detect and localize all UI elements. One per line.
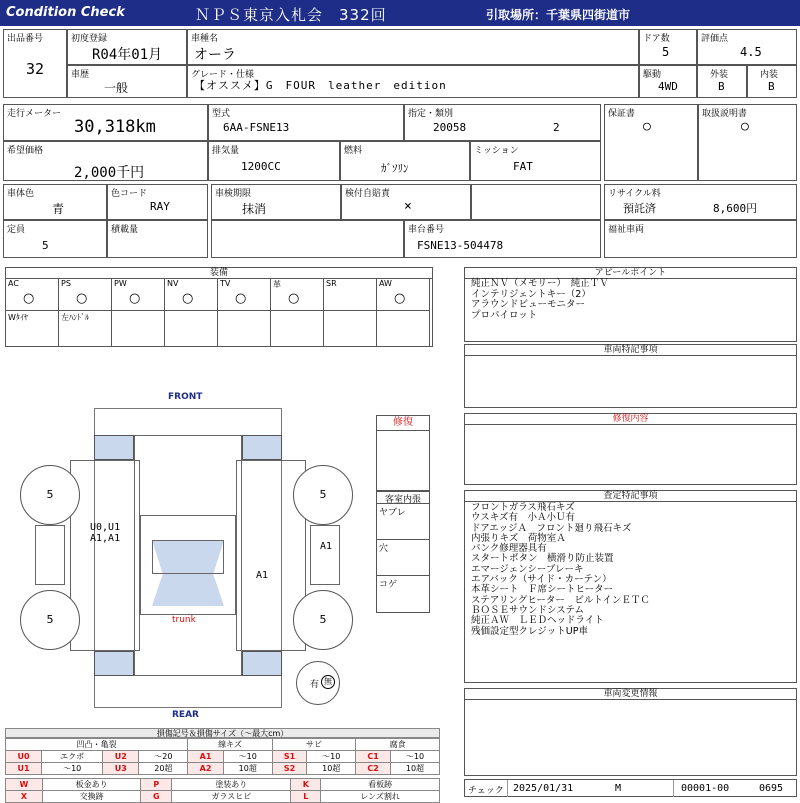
repair-content-title: 修復内容 xyxy=(465,414,796,425)
legend-cell: U2 xyxy=(103,751,139,763)
equipment-cell-6 xyxy=(324,279,377,311)
form-title: Condition Check xyxy=(6,5,125,20)
legend-cell: レンズ割れ xyxy=(321,791,440,803)
equipment-cell-2-6 xyxy=(324,311,377,346)
inspection-notes-lines xyxy=(471,503,650,637)
equipment-cell-4 xyxy=(218,279,271,311)
inspection-label: 車検期限 xyxy=(215,189,252,199)
check-mark: M xyxy=(615,783,622,794)
mileage: 30,318km xyxy=(74,117,156,137)
welfare-label: 福祉車両 xyxy=(608,225,645,235)
equipment-cell-2-0 xyxy=(6,311,59,346)
legend-table xyxy=(5,738,440,775)
equipment-cell-2-7 xyxy=(377,311,430,346)
equipment-cell-1 xyxy=(59,279,112,311)
trunk-label: trunk xyxy=(172,615,196,625)
inspection-note-line: 内張りキズ 荷物室Ａ xyxy=(471,532,566,544)
cabin-item-tear: ヤブレ xyxy=(379,508,406,518)
legend-cell: 〜10 xyxy=(307,751,356,763)
legend-cell: 塗装あり xyxy=(172,779,291,791)
first-registration-label: 初度登録 xyxy=(71,34,108,44)
tire-rear-right xyxy=(293,590,353,650)
equipment-cell-2-1 xyxy=(59,311,112,346)
legend-cell: W xyxy=(6,779,43,791)
body-color-label: 車体色 xyxy=(7,189,35,199)
insurance-label: 検付自賠責 xyxy=(345,189,391,199)
check-label: チェック xyxy=(468,786,504,796)
doors-label: ドア数 xyxy=(643,34,670,44)
recycle-amount: 8,600円 xyxy=(713,202,758,215)
left-damage-marks: U0,U1 A1,A1 xyxy=(90,522,121,544)
grade-label: グレード・仕様 xyxy=(191,70,255,80)
equipment-mark: ○ xyxy=(288,291,300,306)
blank-box xyxy=(471,184,601,220)
model-box xyxy=(208,104,404,141)
interior-grade: B xyxy=(768,80,775,93)
lot-number: 32 xyxy=(26,60,45,78)
history-label: 車歴 xyxy=(71,70,90,80)
designation-label: 指定・類別 xyxy=(408,109,454,119)
model-label: 型式 xyxy=(212,109,231,119)
equipment-item: 左ﾊﾝﾄﾞﾙ xyxy=(61,313,89,322)
legend-cell: ガラスヒビ xyxy=(172,791,291,803)
appeal-lines xyxy=(471,279,609,321)
designation-box xyxy=(404,104,601,141)
color-code: RAY xyxy=(150,200,170,213)
legend-cell: 看板跡 xyxy=(321,779,440,791)
manual-box xyxy=(698,104,797,181)
repair-label: 修復 xyxy=(377,416,429,431)
load-label: 積載量 xyxy=(111,225,139,235)
equipment-cell-3 xyxy=(165,279,218,311)
interior-label: 内装 xyxy=(760,70,779,80)
load-box xyxy=(107,220,208,258)
legend-cell: 〜10 xyxy=(223,751,272,763)
car-name: オーラ xyxy=(194,47,236,63)
legend-cell: P xyxy=(141,779,172,791)
history-box xyxy=(67,65,187,98)
front-left-light xyxy=(94,435,134,460)
equipment-code: AW xyxy=(379,279,392,288)
special-panel xyxy=(464,344,797,408)
inspection-note-line: フロントガラス飛石キズ xyxy=(471,502,575,513)
right-door-damage-mark: A1 xyxy=(320,541,333,552)
fuel-box xyxy=(340,141,470,181)
lot-number-box xyxy=(3,29,67,98)
legend-table-2 xyxy=(5,778,440,803)
equipment-item: Wﾀｲﾔ xyxy=(8,313,28,322)
left-mirror xyxy=(35,525,65,585)
spare-none: 無 xyxy=(321,675,335,689)
equipment-mark: ○ xyxy=(235,291,247,306)
tire-front-right-value: 5 xyxy=(319,488,327,501)
check-code-2: 0695 xyxy=(759,783,784,794)
legend-cell: エクボ xyxy=(42,751,103,763)
chassis-box xyxy=(404,220,601,258)
displacement-label: 排気量 xyxy=(212,146,240,156)
drive-label: 駆動 xyxy=(643,70,662,80)
appeal-title: アピールポイント xyxy=(465,268,796,279)
special-title: 車両特記事項 xyxy=(465,345,796,356)
equipment-mark: ○ xyxy=(129,291,141,306)
legend-cell: 10超 xyxy=(390,763,439,775)
inspection-box xyxy=(211,184,341,220)
legend-head-scratch: 線キズ xyxy=(188,739,272,751)
inspection-note-line: ウスキズ有 小Ａ小Ｕ有 xyxy=(471,512,576,524)
inspection-note-line: 残価設定型クレジットUP車 xyxy=(471,625,588,637)
rear-window xyxy=(152,574,224,606)
equipment-cell-7 xyxy=(377,279,430,311)
appeal-line: 純正ＮＶ（メモリー） 純正ＴＶ xyxy=(471,278,609,289)
tire-rear-left xyxy=(20,590,80,650)
left-side xyxy=(70,460,140,651)
inspection-note-line: ＢＯＳＥサウンドシステム xyxy=(471,604,585,616)
recycle-label: リサイクル料 xyxy=(608,189,661,199)
recycle-status: 預託済 xyxy=(623,202,656,215)
fuel-label: 燃料 xyxy=(344,146,363,156)
interior-box xyxy=(747,65,797,98)
color-code-label: 色コード xyxy=(111,189,148,199)
legend-cell: C2 xyxy=(356,763,391,775)
damage-legend xyxy=(5,728,440,803)
mileage-box xyxy=(3,104,208,141)
front-right-light xyxy=(242,435,282,460)
doors: 5 xyxy=(662,45,670,59)
appeal-line: プロパイロット xyxy=(471,309,538,321)
tire-rear-left-value: 5 xyxy=(46,613,54,626)
equipment-cell-0 xyxy=(6,279,59,311)
legend-cell: U3 xyxy=(103,763,139,775)
score-label: 評価点 xyxy=(701,34,729,44)
welfare-box xyxy=(604,220,797,258)
inspection-note-line: ドアエッジＡ フロント廻り飛石キズ xyxy=(471,522,632,534)
changes-title: 車両変更情報 xyxy=(465,689,796,700)
rear-label: REAR xyxy=(172,710,199,720)
exterior-label: 外装 xyxy=(710,70,729,80)
score-box xyxy=(697,29,797,65)
legend-cell: 板金あり xyxy=(42,779,141,791)
legend-cell: 交換跡 xyxy=(42,791,141,803)
designation-number: 20058 xyxy=(433,121,467,134)
legend-cell: 〜10 xyxy=(390,751,439,763)
inspection-note-line: スタートボタン 横滑り防止装置 xyxy=(471,553,614,565)
mission-label: ミッション xyxy=(474,146,519,156)
appeal-panel xyxy=(464,267,797,342)
capacity-label: 定員 xyxy=(7,225,26,235)
car-name-box xyxy=(187,29,639,65)
body-color-box xyxy=(3,184,107,220)
legend-cell: 10超 xyxy=(307,763,356,775)
cabin-box xyxy=(376,491,430,613)
legend-cell: U1 xyxy=(6,763,42,775)
check-row xyxy=(464,779,797,797)
appeal-line: インテリジェントキー（2） xyxy=(471,288,591,300)
inspection-note-line: 本革シート Ｆ席シートヒーター xyxy=(471,584,614,596)
equipment-code: 革 xyxy=(273,280,281,289)
legend-row xyxy=(6,763,440,775)
score: 4.5 xyxy=(740,45,762,59)
price-label: 希望価格 xyxy=(7,146,44,156)
inspection-note-line: パンク修理器具有 xyxy=(471,543,547,555)
legend-cell: 10超 xyxy=(223,763,272,775)
inspection-note-line: エアバック（サイド・カーテン） xyxy=(471,574,612,586)
displacement: 1200CC xyxy=(241,160,281,173)
drive-box xyxy=(639,65,697,98)
history: 一般 xyxy=(104,81,129,95)
equipment-panel xyxy=(5,267,433,347)
legend-cell: X xyxy=(6,791,43,803)
warranty-label: 保証書 xyxy=(608,109,636,119)
capacity: 5 xyxy=(42,239,49,252)
legend-title: 損傷記号＆損傷サイズ（〜最大cm） xyxy=(5,728,440,738)
legend-cell: A2 xyxy=(188,763,223,775)
legend-row xyxy=(6,779,440,791)
doors-box xyxy=(639,29,697,65)
first-registration-box xyxy=(67,29,187,65)
tire-front-left-value: 5 xyxy=(46,488,54,501)
inspection-note-line: エマージェンシーブレーキ xyxy=(471,563,584,575)
capacity-box xyxy=(3,220,107,258)
cabin-item-burn: コゲ xyxy=(379,580,398,590)
equipment-code: NV xyxy=(167,279,179,288)
inspection-note-line: ステアリングヒーター ビルトインＥＴＣ xyxy=(471,594,650,606)
legend-cell: S2 xyxy=(272,763,306,775)
manual-label: 取扱説明書 xyxy=(702,109,748,119)
car-diagram xyxy=(0,385,375,725)
warranty-status: ○ xyxy=(643,119,651,134)
chassis-number: FSNE13-504478 xyxy=(417,239,504,252)
legend-head-corrosion: 腐食 xyxy=(356,739,440,751)
legend-cell: 〜10 xyxy=(42,763,103,775)
legend-row xyxy=(6,791,440,803)
price-box xyxy=(3,141,208,181)
inspection-note-line: 純正ＡＷ ＬＥＤヘッドライト xyxy=(471,615,604,627)
designation-class: 2 xyxy=(553,121,560,134)
recycle-box xyxy=(604,184,797,220)
equipment-code: PW xyxy=(114,279,127,288)
first-registration: R04年01月 xyxy=(92,47,163,63)
fuel: ｶﾞｿﾘﾝ xyxy=(381,162,409,175)
pickup-location: 引取場所：千葉県四街道市 xyxy=(486,8,631,22)
spare-present: 有 xyxy=(310,680,320,690)
equipment-code: PS xyxy=(61,279,71,288)
grade: 【オススメ】G FOUR leather edition xyxy=(194,79,447,92)
inspection-notes-title: 査定特記事項 xyxy=(465,491,796,502)
cabin-item-hole: 穴 xyxy=(379,544,389,554)
inspection-expiry: 抹消 xyxy=(242,202,267,216)
legend-cell: A1 xyxy=(188,751,223,763)
repair-box xyxy=(376,415,430,491)
spare-tire-circle xyxy=(296,661,340,705)
tire-front-right xyxy=(293,465,353,525)
exterior-box xyxy=(697,65,747,98)
color-code-box xyxy=(107,184,208,220)
model-code: 6AA-FSNE13 xyxy=(223,121,290,134)
drive: 4WD xyxy=(658,80,678,93)
check-date: 2025/01/31 xyxy=(513,783,574,794)
equipment-cell-2-5 xyxy=(271,311,324,346)
mission-box xyxy=(470,141,601,181)
equipment-mark: ○ xyxy=(23,291,35,306)
legend-cell: C1 xyxy=(356,751,391,763)
insurance-box xyxy=(341,184,471,220)
repair-content-panel xyxy=(464,413,797,485)
lot-label: 出品番号 xyxy=(7,34,44,44)
equipment-code: AC xyxy=(8,279,19,288)
legend-cell: G xyxy=(141,791,172,803)
equipment-code: SR xyxy=(326,279,337,288)
legend-head-dent: 凹凸・亀裂 xyxy=(6,739,188,751)
cabin-title: 客室内張 xyxy=(377,492,429,504)
equipment-cell-2-4 xyxy=(218,311,271,346)
legend-cell: S1 xyxy=(272,751,306,763)
equipment-code: TV xyxy=(220,279,231,288)
equipment-cell-5 xyxy=(271,279,324,311)
equipment-cell-2-2 xyxy=(112,311,165,346)
right-mirror xyxy=(310,525,340,585)
inspection-notes-panel xyxy=(464,490,797,683)
tire-front-left xyxy=(20,465,80,525)
displacement-box xyxy=(208,141,340,181)
equipment-cell-2 xyxy=(112,279,165,311)
auction-title: ＮＰＳ東京入札会 332回 xyxy=(195,6,387,24)
warranty-box xyxy=(604,104,698,181)
body-color: 青 xyxy=(52,202,65,216)
manual-status: ○ xyxy=(741,119,749,134)
equipment-mark: ○ xyxy=(182,291,194,306)
legend-cell: U0 xyxy=(6,751,42,763)
exterior-grade: B xyxy=(718,80,725,93)
equipment-title: 装備 xyxy=(6,268,432,279)
header-bar xyxy=(0,0,800,26)
mission: FAT xyxy=(513,160,533,173)
blank-box-2 xyxy=(211,220,404,258)
check-code-1: 00001-00 xyxy=(681,783,730,794)
car-name-label: 車種名 xyxy=(191,34,219,44)
chassis-label: 車台番号 xyxy=(408,225,445,235)
right-damage-mark: A1 xyxy=(256,570,269,581)
legend-cell: L xyxy=(291,791,321,803)
appeal-line: アラウンドビューモニター xyxy=(471,299,586,310)
insurance-status: × xyxy=(404,199,412,214)
tire-rear-right-value: 5 xyxy=(319,613,327,626)
grade-box xyxy=(187,65,639,98)
legend-row xyxy=(6,751,440,763)
legend-cell: 〜20 xyxy=(139,751,188,763)
roof xyxy=(152,540,224,574)
legend-cell: 20超 xyxy=(139,763,188,775)
mileage-label: 走行メーター xyxy=(7,109,62,119)
equipment-cell-2-3 xyxy=(165,311,218,346)
rear-left-light xyxy=(94,651,134,676)
legend-head-rust: サビ xyxy=(272,739,355,751)
legend-cell: K xyxy=(291,779,321,791)
changes-panel xyxy=(464,688,797,776)
equipment-mark: ○ xyxy=(394,291,406,306)
price: 2,000千円 xyxy=(74,165,145,181)
rear-right-light xyxy=(242,651,282,676)
front-label: FRONT xyxy=(168,392,203,402)
equipment-mark: ○ xyxy=(76,291,88,306)
